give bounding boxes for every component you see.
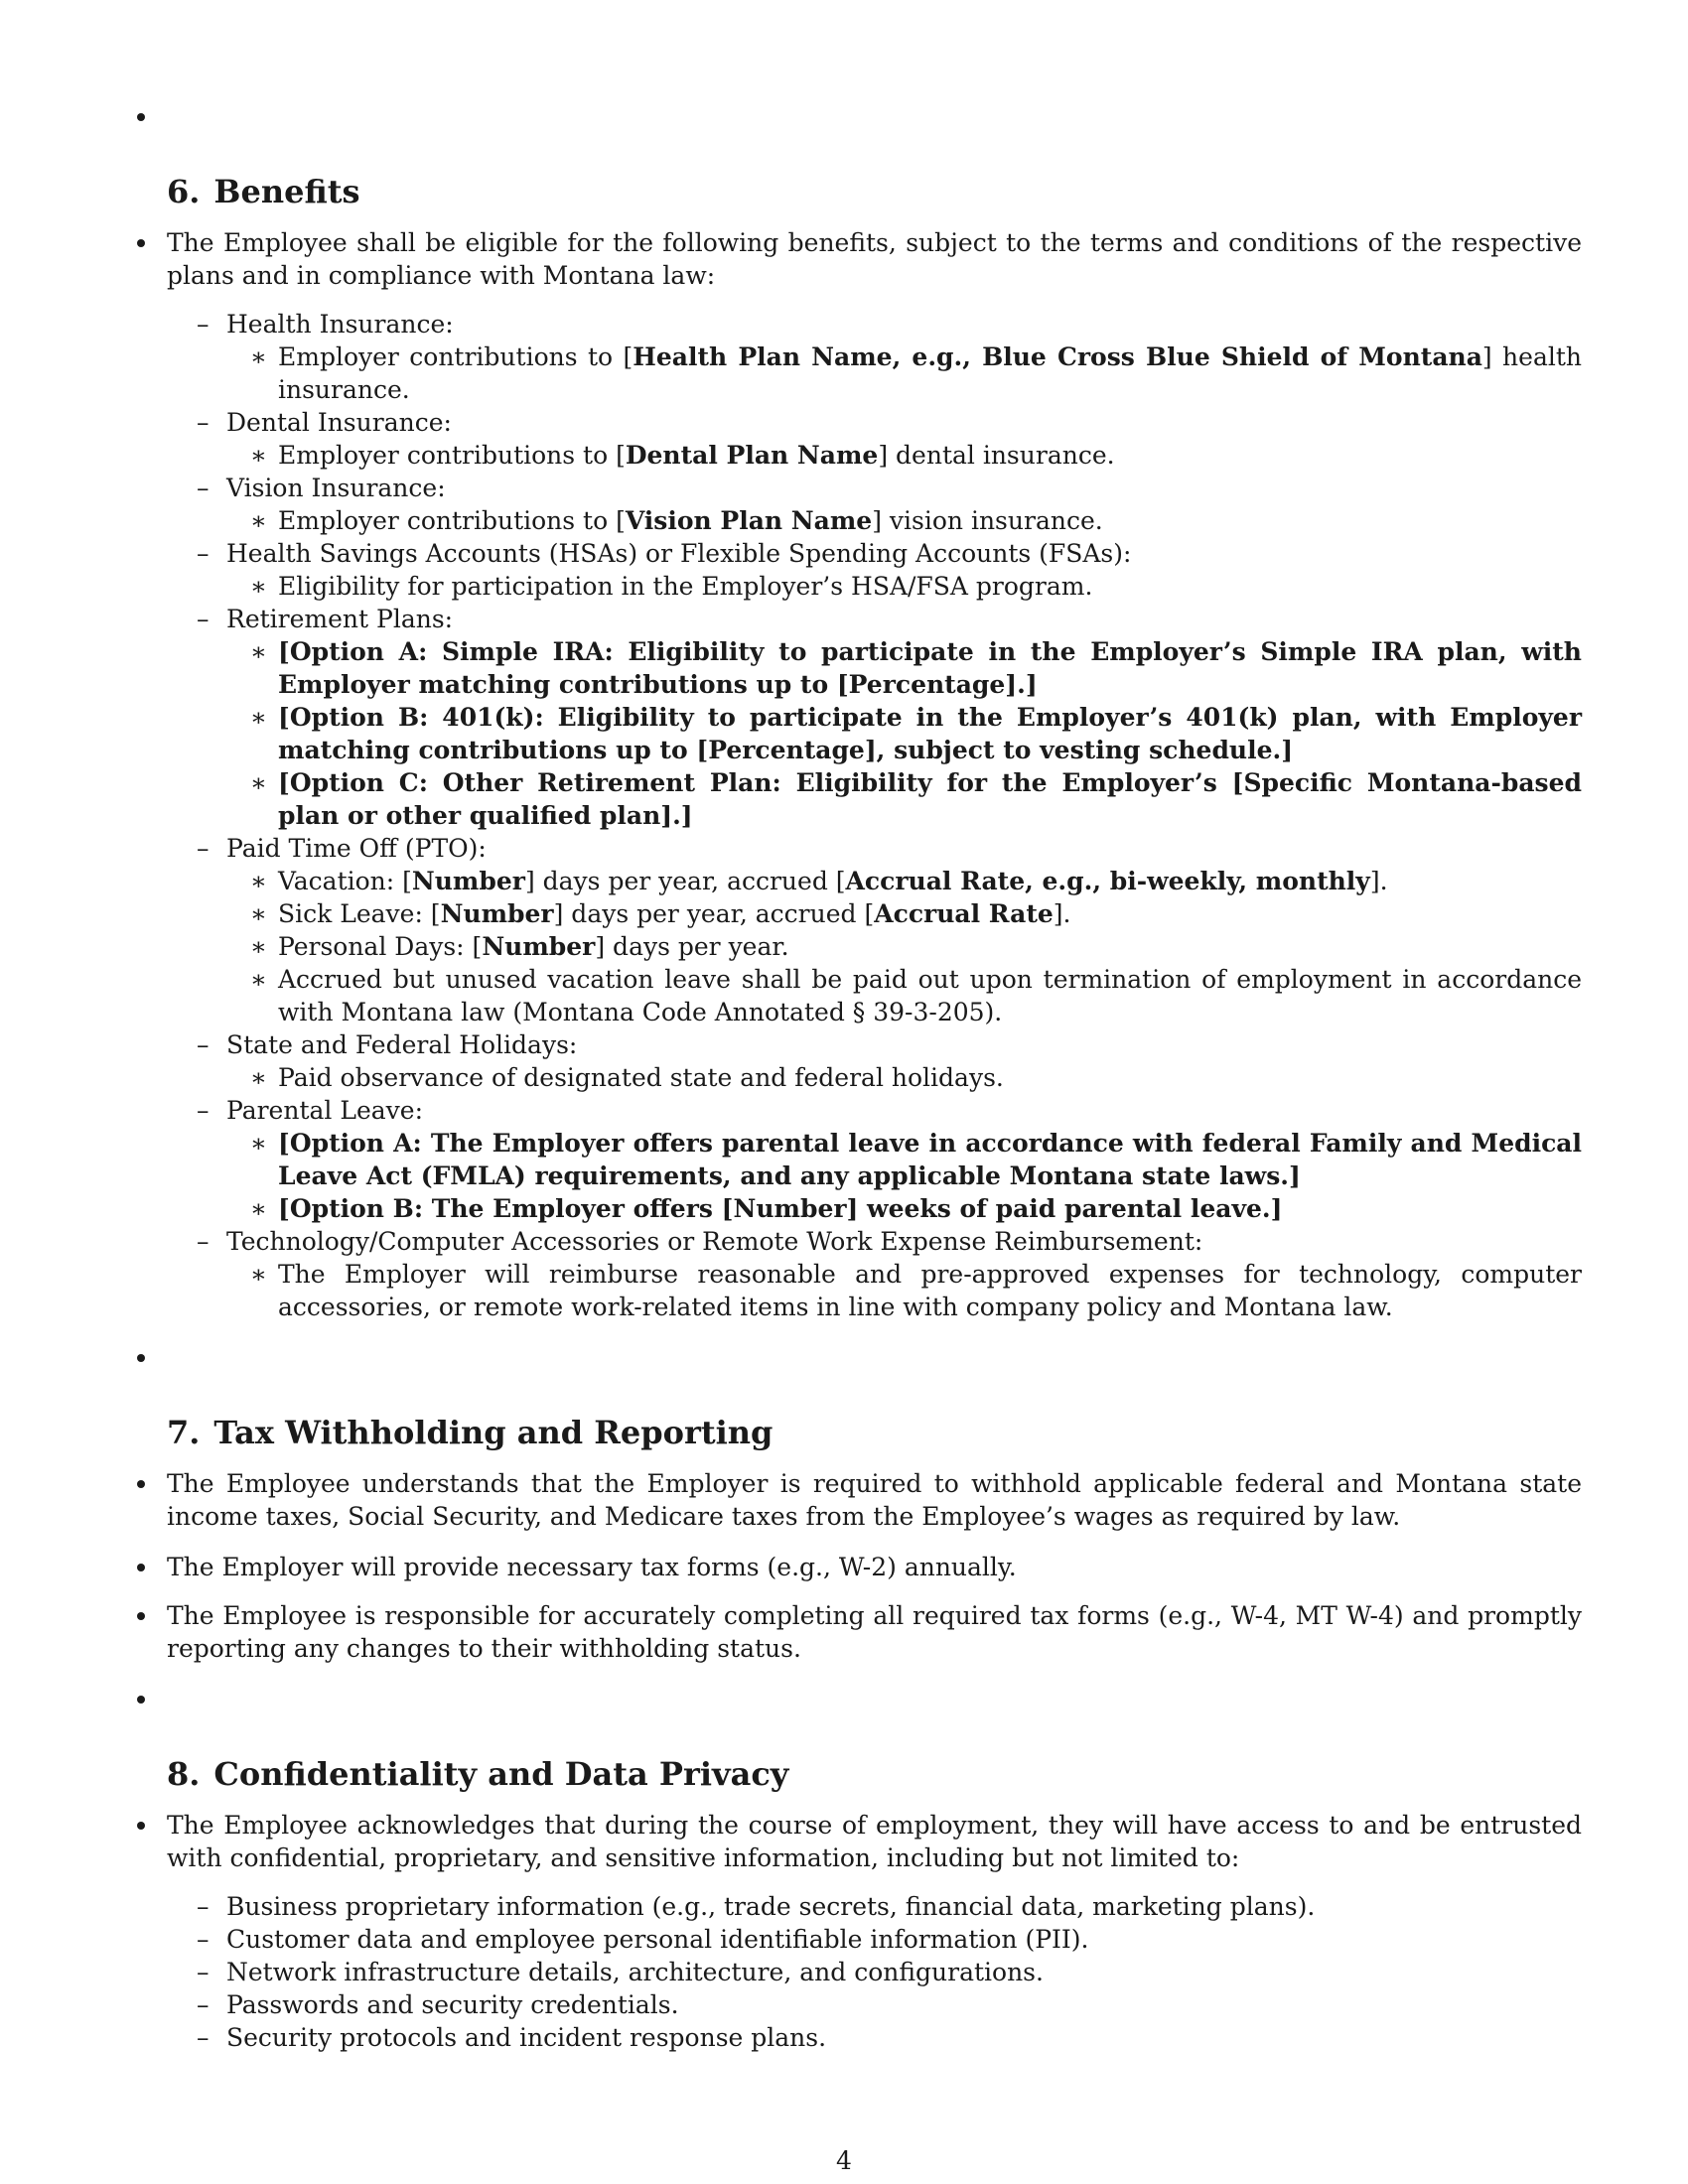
- asterisk-marker: ∗: [250, 932, 267, 961]
- dash-marker: –: [197, 834, 210, 863]
- text-run: ] days per year.: [595, 932, 789, 961]
- text-run: ].: [1369, 867, 1388, 895]
- placeholder-text: [Option B: The Employer offers [Number] weeks of paid parental leave.]: [278, 1194, 1283, 1223]
- list-item: [167, 472, 1582, 537]
- text-run: ] health insurance.: [278, 342, 1582, 404]
- text-run: Employer contributions to [: [278, 342, 633, 371]
- bullet: [137, 1564, 145, 1571]
- asterisk-marker: ∗: [250, 637, 267, 666]
- dash-marker: –: [197, 1227, 210, 1256]
- section-number: 8.: [167, 1755, 201, 1793]
- section-heading: [167, 1754, 788, 1794]
- text-run: Sick Leave: [: [278, 899, 441, 928]
- dash-marker: –: [197, 1096, 210, 1125]
- sub-list-item: [226, 1192, 1582, 1225]
- list-item: [167, 1467, 1582, 1533]
- sub-list: [226, 504, 1582, 537]
- asterisk-marker: ∗: [250, 572, 267, 601]
- list-item: [167, 1988, 1582, 2021]
- text-run: ] days per year, accrued [: [553, 899, 875, 928]
- text-run: ] dental insurance.: [878, 441, 1115, 470]
- page-number: 4: [836, 2146, 852, 2175]
- text-run: Paid observance of designated state and federal holidays.: [278, 1063, 1004, 1092]
- placeholder-text: Accrual Rate: [874, 899, 1054, 928]
- list-item: [167, 1956, 1582, 1988]
- sub-list-item: [226, 341, 1582, 406]
- asterisk-marker: ∗: [250, 1194, 267, 1223]
- list-item-label: Business proprietary information (e.g., trade secrets, financial data, marketing plans).: [226, 1892, 1316, 1921]
- tax-paragraph: The Employee understands that the Employer is required to withhold applicable federal and Montana state income taxes, Social Security, and Medicare taxes from the Employee’s wages as required by law.: [167, 1469, 1582, 1531]
- dash-marker: –: [197, 1892, 210, 1921]
- text-run: Eligibility for participation in the Employer’s HSA/FSA program.: [278, 572, 1093, 601]
- list-item: [167, 1551, 1582, 1583]
- sub-list-item: [226, 865, 1582, 897]
- benefits-intro: The Employee shall be eligible for the following benefits, subject to the terms and conditions of the respective plans and in compliance with Montana law:: [167, 228, 1582, 290]
- placeholder-text: Health Plan Name, e.g., Blue Cross Blue Shield of Montana: [633, 342, 1482, 371]
- sub-list-item: [226, 504, 1582, 537]
- section-6-body: [167, 226, 1582, 1323]
- text-run: ] days per year, accrued [: [524, 867, 846, 895]
- asterisk-marker: ∗: [250, 342, 267, 371]
- sub-list: [226, 570, 1582, 603]
- list-item-label: Security protocols and incident response plans.: [226, 2023, 827, 2052]
- asterisk-marker: ∗: [250, 867, 267, 895]
- list-item-label: Parental Leave:: [226, 1096, 423, 1125]
- placeholder-text: Number: [482, 932, 596, 961]
- list-item: [167, 1923, 1582, 1956]
- sub-list-item: [226, 930, 1582, 963]
- sub-list: [226, 341, 1582, 406]
- confidentiality-list: [167, 1890, 1582, 2054]
- bullet: [137, 239, 145, 247]
- asterisk-marker: ∗: [250, 768, 267, 797]
- sub-list-item: [226, 570, 1582, 603]
- text-run: Accrued but unused vacation leave shall be paid out upon termination of employment in accordance with Montana law (Montana Code Annotated § 39-3-205).: [278, 965, 1582, 1026]
- sub-list-item: [226, 1061, 1582, 1094]
- text-run: ] vision insurance.: [872, 506, 1103, 535]
- text-run: Employer contributions to [: [278, 441, 626, 470]
- section-heading: [167, 1413, 773, 1452]
- asterisk-marker: ∗: [250, 1129, 267, 1158]
- asterisk-marker: ∗: [250, 1260, 267, 1289]
- section-8-body: [167, 1809, 1582, 2054]
- text-run: ].: [1053, 899, 1071, 928]
- list-item-label: Health Savings Accounts (HSAs) or Flexible Spending Accounts (FSAs):: [226, 539, 1132, 568]
- dash-marker: –: [197, 605, 210, 633]
- sub-list-item: [226, 439, 1582, 472]
- confidentiality-intro: The Employee acknowledges that during the course of employment, they will have access to and be entrusted with confidential, proprietary, and sensitive information, including but not limited to:: [167, 1811, 1582, 1872]
- asterisk-marker: ∗: [250, 703, 267, 732]
- sub-list-item: [226, 635, 1582, 701]
- bullet: [137, 1612, 145, 1620]
- section-title: Tax Withholding and Reporting: [213, 1414, 774, 1451]
- dash-marker: –: [197, 408, 210, 437]
- section-heading: [167, 172, 360, 211]
- benefits-list: [167, 308, 1582, 1323]
- list-item: [167, 1890, 1582, 1923]
- dash-marker: –: [197, 1030, 210, 1059]
- sub-list-item: [226, 963, 1582, 1028]
- list-item-label: Technology/Computer Accessories or Remote Work Expense Reimbursement:: [226, 1227, 1203, 1256]
- list-item-label: Customer data and employee personal identifiable information (PII).: [226, 1925, 1089, 1954]
- asterisk-marker: ∗: [250, 1063, 267, 1092]
- sub-list: [226, 1127, 1582, 1225]
- section-title: Benefits: [213, 173, 360, 210]
- section-number: 6.: [167, 173, 201, 210]
- placeholder-text: Number: [440, 899, 554, 928]
- placeholder-text: Vision Plan Name: [625, 506, 873, 535]
- list-item: [167, 2021, 1582, 2054]
- dash-marker: –: [197, 474, 210, 502]
- list-item: [167, 308, 1582, 406]
- list-item-label: Paid Time Off (PTO):: [226, 834, 487, 863]
- sub-list-item: [226, 897, 1582, 930]
- list-item: [167, 406, 1582, 472]
- asterisk-marker: ∗: [250, 899, 267, 928]
- list-item-label: State and Federal Holidays:: [226, 1030, 578, 1059]
- asterisk-marker: ∗: [250, 506, 267, 535]
- sub-list-item: [226, 701, 1582, 766]
- dash-marker: –: [197, 1925, 210, 1954]
- placeholder-text: [Option C: Other Retirement Plan: Eligibility for the Employer’s [Specific Montana-based plan or other qualified plan].]: [278, 768, 1582, 830]
- placeholder-text: Number: [411, 867, 525, 895]
- sub-list: [226, 439, 1582, 472]
- text-run: Vacation: [: [278, 867, 412, 895]
- placeholder-text: Dental Plan Name: [625, 441, 879, 470]
- list-item: [167, 1599, 1582, 1665]
- placeholder-text: [Option A: The Employer offers parental leave in accordance with federal Family and Medical Leave Act (FMLA) requirements, and any applicable Montana state laws.]: [278, 1129, 1582, 1190]
- list-item: [167, 832, 1582, 1028]
- list-item: [167, 537, 1582, 603]
- list-item-label: Health Insurance:: [226, 310, 454, 339]
- sub-list: [226, 1258, 1582, 1323]
- section-title: Confidentiality and Data Privacy: [213, 1755, 789, 1793]
- bullet: [137, 1480, 145, 1488]
- asterisk-marker: ∗: [250, 965, 267, 994]
- tax-paragraph: The Employee is responsible for accurately completing all required tax forms (e.g., W-4, MT W-4) and promptly reporting any changes to their withholding status.: [167, 1601, 1582, 1663]
- sub-list-item: [226, 1258, 1582, 1323]
- dash-marker: –: [197, 1958, 210, 1986]
- sub-list-item: [226, 766, 1582, 832]
- list-item-label: Retirement Plans:: [226, 605, 454, 633]
- dash-marker: –: [197, 310, 210, 339]
- sub-list: [226, 1061, 1582, 1094]
- sub-list-item: [226, 1127, 1582, 1192]
- dash-marker: –: [197, 539, 210, 568]
- text-run: The Employer will reimburse reasonable and pre-approved expenses for technology, computer accessories, or remote work-related items in line with company policy and Montana law.: [278, 1260, 1582, 1321]
- list-item: [167, 1225, 1582, 1323]
- list-item: [167, 603, 1582, 832]
- sub-list: [226, 865, 1582, 1028]
- empty-bullet: [137, 1696, 145, 1704]
- placeholder-text: [Option B: 401(k): Eligibility to participate in the Employer’s 401(k) plan, with Employer matching contributions up to [Percentage], subject to vesting schedule.]: [278, 703, 1582, 764]
- text-run: Personal Days: [: [278, 932, 483, 961]
- list-item: [167, 1094, 1582, 1225]
- placeholder-text: Accrual Rate, e.g., bi-weekly, monthly: [845, 867, 1370, 895]
- sub-list: [226, 635, 1582, 832]
- tax-paragraph: The Employer will provide necessary tax forms (e.g., W-2) annually.: [167, 1553, 1017, 1581]
- list-item-label: Vision Insurance:: [226, 474, 446, 502]
- list-item-label: Passwords and security credentials.: [226, 1990, 679, 2019]
- list-item-label: Network infrastructure details, architecture, and configurations.: [226, 1958, 1044, 1986]
- empty-bullet: [137, 1354, 145, 1362]
- asterisk-marker: ∗: [250, 441, 267, 470]
- list-item-label: Dental Insurance:: [226, 408, 452, 437]
- dash-marker: –: [197, 1990, 210, 2019]
- section-number: 7.: [167, 1414, 201, 1451]
- placeholder-text: [Option A: Simple IRA: Eligibility to participate in the Employer’s Simple IRA plan, with Employer matching contributions up to [Percentage].]: [278, 637, 1582, 699]
- list-item: [167, 1028, 1582, 1094]
- empty-bullet: [137, 113, 145, 121]
- dash-marker: –: [197, 2023, 210, 2052]
- text-run: Employer contributions to [: [278, 506, 626, 535]
- bullet: [137, 1822, 145, 1830]
